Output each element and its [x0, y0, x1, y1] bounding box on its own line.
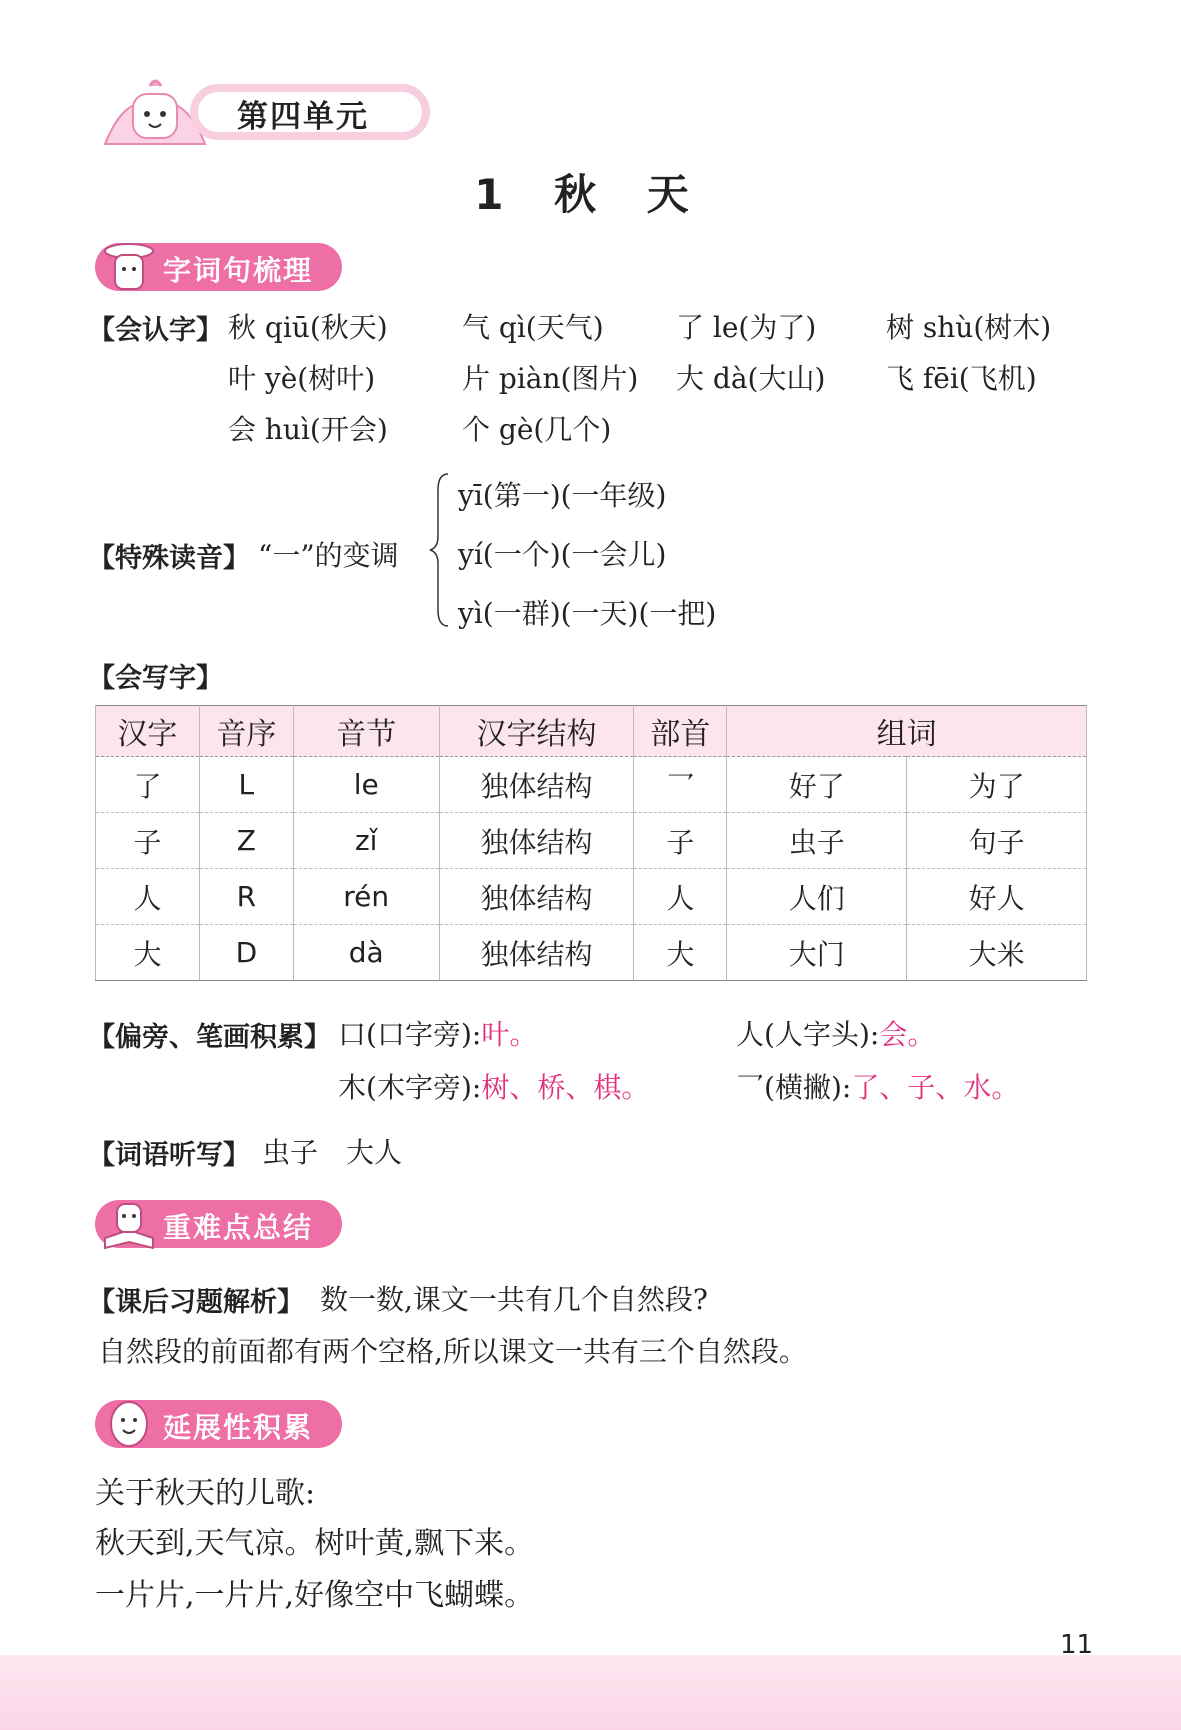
recognize-item: 树 shù(树木)	[886, 311, 1052, 344]
radical-item	[736, 1066, 1019, 1106]
section-title: 字词句梳理	[163, 254, 314, 287]
table-header: 部首	[634, 706, 727, 757]
table-row	[96, 925, 1087, 981]
table-cell: 人	[634, 869, 727, 925]
table-header: 汉字结构	[439, 706, 634, 757]
section-title: 重难点总结	[163, 1211, 314, 1244]
table-header-row	[96, 706, 1087, 757]
table-cell: 人们	[727, 869, 907, 925]
special-label: 【特殊读音】	[88, 543, 250, 574]
exercise-label: 【课后习题解析】	[88, 1287, 304, 1318]
radical-char: 木	[338, 1071, 367, 1104]
table-cell: L	[199, 757, 293, 813]
table-cell: 虫子	[727, 813, 907, 869]
write-table	[95, 705, 1087, 981]
recognize-item: 飞 fēi(飞机)	[886, 362, 1037, 395]
mascot-book-icon	[99, 1194, 159, 1254]
table-header: 音节	[293, 706, 439, 757]
table-cell: 句子	[907, 813, 1087, 869]
write-label: 【会写字】	[88, 663, 223, 694]
mascot-egg-icon	[99, 1394, 159, 1454]
table-cell: 独体结构	[439, 869, 634, 925]
footer-band	[0, 1655, 1181, 1730]
recognize-item: 会 huì(开会)	[228, 413, 388, 446]
table-cell: 大米	[907, 925, 1087, 981]
recognize-item: 了 le(为了)	[676, 311, 817, 344]
extension-line: 秋天到,天气凉。树叶黄,飘下来。	[95, 1526, 535, 1561]
special-line: yì(一群)(一天)(一把)	[458, 597, 717, 630]
radical-desc: (木字旁):	[366, 1071, 482, 1104]
exercise-question: 数一数,课文一共有几个自然段?	[320, 1283, 708, 1316]
table-cell: 大门	[727, 925, 907, 981]
section-header-extension	[95, 1400, 342, 1448]
extension-line: 一片片,一片片,好像空中飞蝴蝶。	[95, 1578, 535, 1613]
unit-banner	[95, 78, 435, 148]
radical-item	[736, 1013, 935, 1053]
radical-examples: 叶。	[481, 1018, 538, 1051]
recognize-item: 秋 qiū(秋天)	[228, 311, 388, 344]
special-line: yī(第一)(一年级)	[458, 479, 667, 512]
table-cell: 独体结构	[439, 925, 634, 981]
radical-examples: 会。	[879, 1018, 936, 1051]
table-cell: 为了	[907, 757, 1087, 813]
table-cell: 大	[96, 925, 200, 981]
table-header: 组词	[727, 706, 1087, 757]
table-cell: Z	[199, 813, 293, 869]
table-header: 汉字	[96, 706, 200, 757]
table-row	[96, 869, 1087, 925]
table-cell: 乛	[634, 757, 727, 813]
table-cell: 独体结构	[439, 813, 634, 869]
radical-char: 人	[736, 1018, 765, 1051]
table-cell: D	[199, 925, 293, 981]
special-topic: “一”的变调	[258, 539, 399, 572]
recognize-item: 气 qì(天气)	[462, 311, 604, 344]
table-cell: rén	[293, 869, 439, 925]
exercise-answer: 自然段的前面都有两个空格,所以课文一共有三个自然段。	[98, 1335, 807, 1368]
unit-title: 第四单元	[237, 99, 369, 135]
radical-item	[338, 1013, 537, 1053]
brace-icon	[428, 470, 452, 630]
radical-desc: (横撇):	[764, 1071, 852, 1104]
recognize-item: 片 piàn(图片)	[462, 362, 639, 395]
table-cell: 子	[96, 813, 200, 869]
page-number: 11	[1060, 1630, 1094, 1660]
radical-examples: 树、桥、棋。	[481, 1071, 650, 1104]
table-cell: dà	[293, 925, 439, 981]
lesson-title: 1 秋 天	[474, 170, 707, 219]
recognize-item: 个 gè(几个)	[462, 413, 612, 446]
table-cell: zǐ	[293, 813, 439, 869]
table-cell: le	[293, 757, 439, 813]
table-cell: 人	[96, 869, 200, 925]
table-cell: 好了	[727, 757, 907, 813]
recognize-item: 叶 yè(树叶)	[228, 362, 376, 395]
radical-desc: (口字旁):	[366, 1018, 482, 1051]
mascot-teacher-icon	[99, 237, 159, 297]
dictation-label: 【词语听写】	[88, 1140, 250, 1171]
recognize-label: 【会认字】	[88, 315, 223, 346]
section-title: 延展性积累	[163, 1411, 314, 1444]
table-cell: 大	[634, 925, 727, 981]
table-cell: 独体结构	[439, 757, 634, 813]
table-row	[96, 757, 1087, 813]
dictation-words: 虫子 大人	[262, 1136, 403, 1169]
table-cell: 子	[634, 813, 727, 869]
radical-examples: 了、子、水。	[851, 1071, 1020, 1104]
section-header-key-points	[95, 1200, 342, 1248]
radical-char: 乛	[736, 1071, 765, 1104]
recognize-item: 大 dà(大山)	[676, 362, 826, 395]
extension-intro: 关于秋天的儿歌:	[95, 1476, 316, 1511]
radical-item	[338, 1066, 649, 1106]
table-row	[96, 813, 1087, 869]
table-cell: 了	[96, 757, 200, 813]
radical-desc: (人字头):	[764, 1018, 880, 1051]
radicals-label: 【偏旁、笔画积累】	[88, 1022, 331, 1053]
section-header-vocab	[95, 243, 342, 291]
radical-char: 口	[338, 1018, 367, 1051]
table-cell: R	[199, 869, 293, 925]
table-cell: 好人	[907, 869, 1087, 925]
table-header: 音序	[199, 706, 293, 757]
special-line: yí(一个)(一会儿)	[458, 538, 667, 571]
